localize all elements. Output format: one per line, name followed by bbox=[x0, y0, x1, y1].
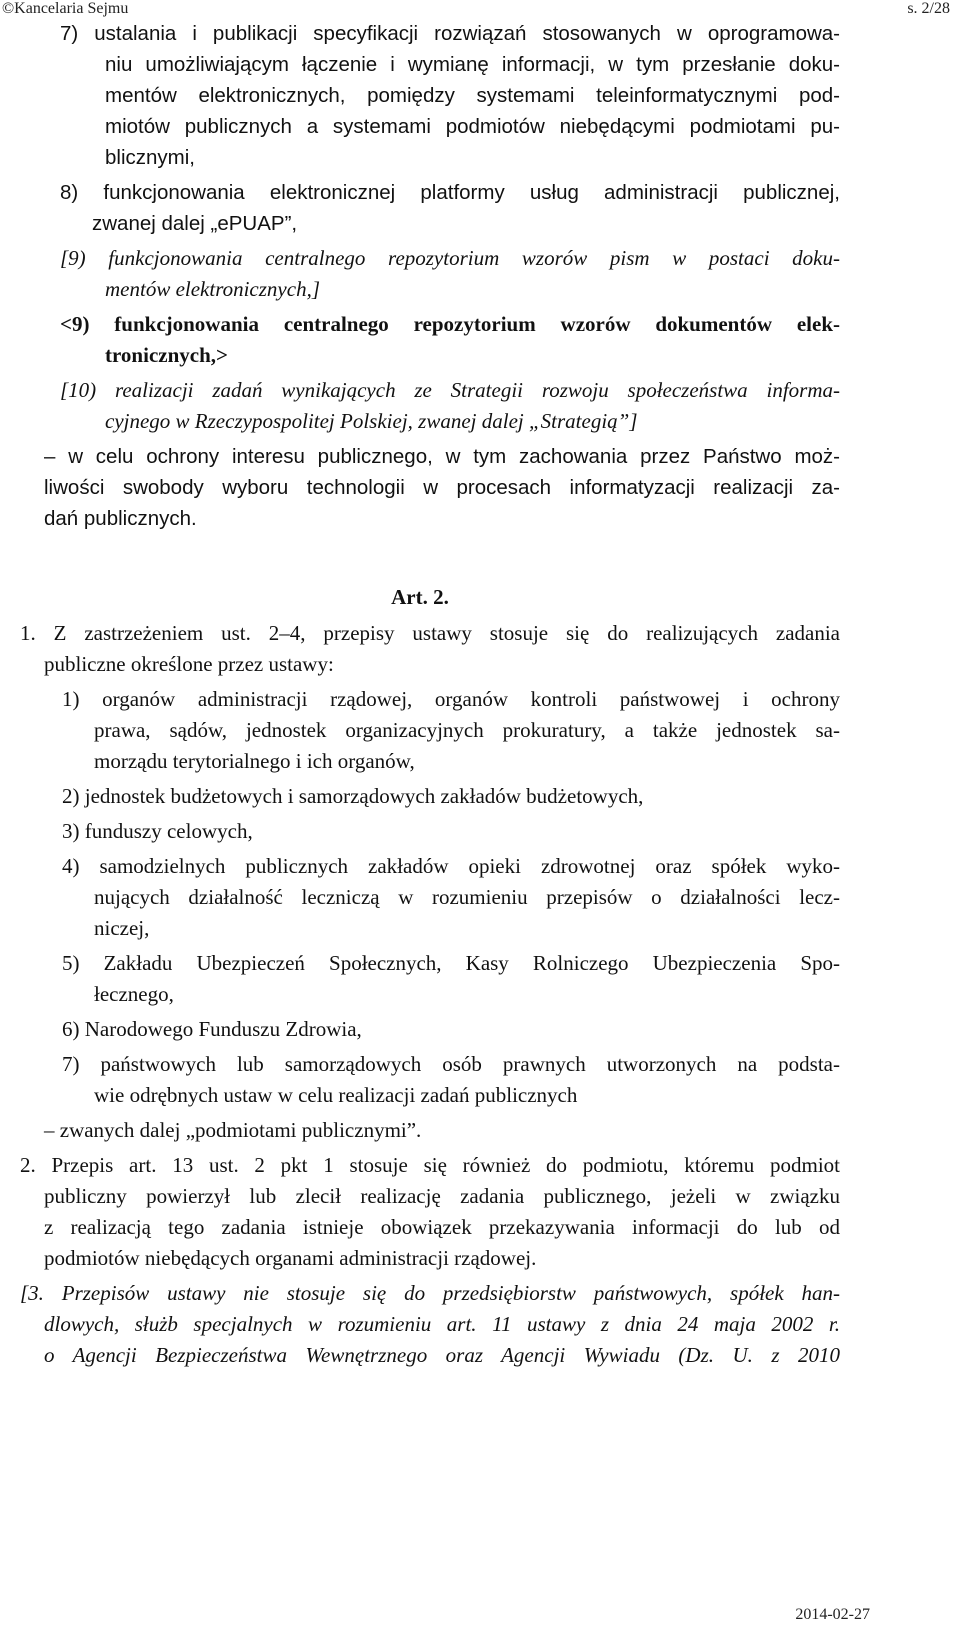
text-line: o Agencji Bezpieczeństwa Wewnętrznego oraz Agencji Wywiadu (Dz. U. z 2010 bbox=[44, 1343, 840, 1367]
text-line: tronicznych,> bbox=[105, 343, 228, 367]
text-line: mentów elektronicznych,] bbox=[105, 277, 320, 301]
text-line: 6) Narodowego Funduszu Zdrowia, bbox=[62, 1017, 362, 1041]
text-line: miotów publicznych a systemami podmiotów niebędącymi podmiotami pu- bbox=[105, 115, 840, 138]
text-line: <9) funkcjonowania centralnego repozytorium wzorów dokumentów elek- bbox=[60, 312, 840, 336]
article-title: Art. 2. bbox=[391, 585, 449, 609]
text-line: dlowych, służb specjalnych w rozumieniu art. 11 ustawy z dnia 24 maja 2002 r. bbox=[44, 1312, 840, 1336]
text-line: dań publicznych. bbox=[44, 507, 197, 530]
footer-date: 2014-02-27 bbox=[795, 1606, 870, 1623]
text-line: 5) Zakładu Ubezpieczeń Społecznych, Kasy Rolniczego Ubezpieczenia Spo- bbox=[62, 951, 840, 975]
text-line: – w celu ochrony interesu publicznego, w tym zachowania przez Państwo moż- bbox=[44, 445, 840, 468]
text-line: nujących działalność leczniczą w rozumieniu przepisów o działalności lecz- bbox=[94, 885, 840, 909]
item-8 bbox=[60, 177, 840, 239]
article-body bbox=[0, 618, 960, 1371]
text-line: prawa, sądów, jednostek organizacyjnych prokuratury, a także jednostek sa- bbox=[94, 718, 840, 742]
text-line: [3. Przepisów ustawy nie stosuje się do przedsiębiorstw państwowych, spółek han- bbox=[20, 1281, 840, 1305]
closing-clause bbox=[44, 441, 840, 534]
text-line: łecznego, bbox=[94, 982, 174, 1006]
text-line: morządu terytorialnego i ich organów, bbox=[94, 749, 415, 773]
text-line: 3) funduszy celowych, bbox=[62, 819, 253, 843]
point-3 bbox=[62, 816, 840, 847]
list-top bbox=[0, 18, 960, 534]
text-line: publiczne określone przez ustawy: bbox=[44, 652, 334, 676]
ust-2 bbox=[20, 1150, 840, 1274]
text-line: 7) ustalania i publikacji specyfikacji rozwiązań stosowanych w oprogramowa- bbox=[60, 22, 840, 45]
text-line: liwości swobody wyboru technologii w procesach informatyzacji realizacji za- bbox=[44, 476, 840, 499]
point-5 bbox=[62, 948, 840, 1010]
point-1 bbox=[62, 684, 840, 777]
text-line: niu umożliwiającym łączenie i wymianę informacji, w tym przesłanie doku- bbox=[105, 53, 840, 76]
item-7 bbox=[60, 18, 840, 173]
text-line: – zwanych dalej „podmiotami publicznymi”. bbox=[44, 1118, 422, 1142]
header-publisher: ©Kancelaria Sejmu bbox=[2, 0, 129, 17]
point-2 bbox=[62, 781, 840, 812]
text-line: 7) państwowych lub samorządowych osób prawnych utworzonych na podsta- bbox=[62, 1052, 840, 1076]
text-line: zwanej dalej „ePUAP”, bbox=[92, 212, 298, 235]
text-line: z realizacją tego zadania istnieje obowiązek przekazywania informacji do lub od bbox=[44, 1215, 840, 1239]
point-6 bbox=[62, 1014, 840, 1045]
point-4 bbox=[62, 851, 840, 944]
point-7 bbox=[62, 1049, 840, 1111]
text-line: 2. Przepis art. 13 ust. 2 pkt 1 stosuje się również do podmiotu, któremu podmiot bbox=[20, 1153, 840, 1177]
text-line: blicznymi, bbox=[105, 146, 195, 169]
text-line: 1) organów administracji rządowej, organów kontroli państwowej i ochrony bbox=[62, 687, 840, 711]
text-line: [9) funkcjonowania centralnego repozytorium wzorów pism w postaci doku- bbox=[60, 246, 840, 270]
item-9-new bbox=[60, 309, 840, 371]
ust-3 bbox=[20, 1278, 840, 1371]
header-page-number: s. 2/28 bbox=[907, 0, 950, 17]
text-line: 2) jednostek budżetowych i samorządowych zakładów budżetowych, bbox=[62, 784, 644, 808]
text-line: podmiotów niebędących organami administracji rządowej. bbox=[44, 1246, 537, 1270]
item-9-old bbox=[60, 243, 840, 305]
points-closing bbox=[44, 1115, 840, 1146]
text-line: 4) samodzielnych publicznych zakładów opieki zdrowotnej oraz spółek wyko- bbox=[62, 854, 840, 878]
text-line: [10) realizacji zadań wynikających ze Strategii rozwoju społeczeństwa informa- bbox=[60, 378, 840, 402]
text-line: cyjnego w Rzeczypospolitej Polskiej, zwanej dalej „Strategią”] bbox=[105, 409, 638, 433]
ust-1 bbox=[20, 618, 840, 680]
text-line: mentów elektronicznych, pomiędzy systemami teleinformatycznymi pod- bbox=[105, 84, 840, 107]
text-line: 8) funkcjonowania elektronicznej platformy usług administracji publicznej, bbox=[60, 181, 840, 204]
text-line: wie odrębnych ustaw w celu realizacji zadań publicznych bbox=[94, 1083, 578, 1107]
item-10 bbox=[60, 375, 840, 437]
text-line: publiczny powierzył lub zlecił realizację zadania publicznego, jeżeli w związku bbox=[44, 1184, 840, 1208]
text-line: niczej, bbox=[94, 916, 150, 940]
text-line: 1. Z zastrzeżeniem ust. 2–4, przepisy ustawy stosuje się do realizujących zadania bbox=[20, 621, 840, 645]
